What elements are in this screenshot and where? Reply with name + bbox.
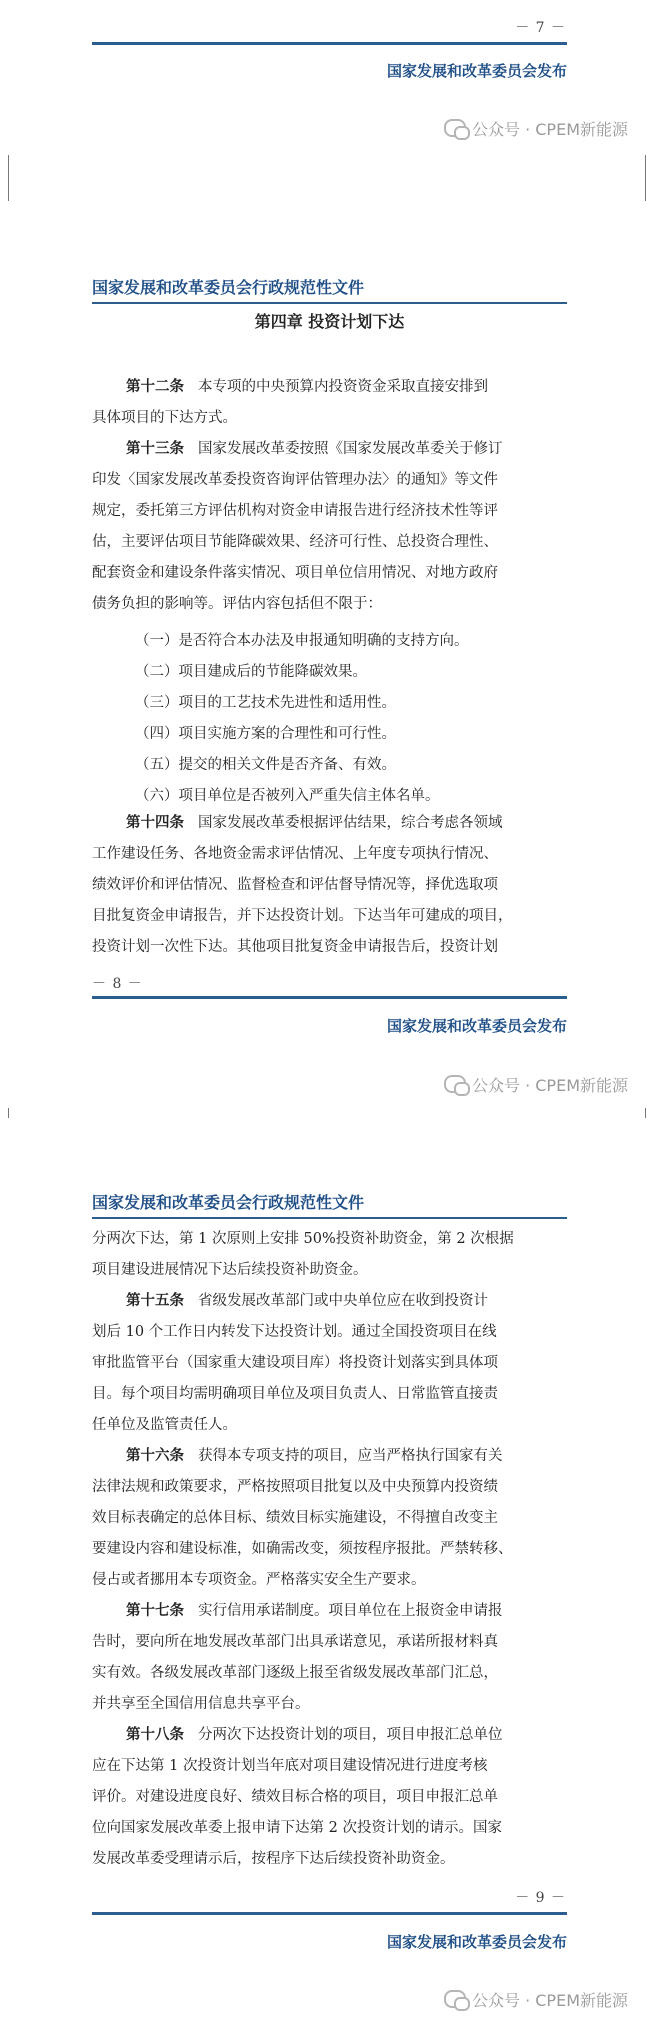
- issuer-footer: 国家发展和改革委员会发布: [386, 1933, 567, 1951]
- wechat-icon: [444, 119, 466, 137]
- list-item: （三）项目的工艺技术先进性和适用性。: [135, 695, 396, 711]
- page-number: － 8 －: [92, 976, 143, 992]
- footer-rule: [92, 42, 567, 45]
- article-16: 第十六条 获得本专项支持的项目，应当严格执行国家有关 法律法规和政策要求，严格按照项目批复以及中央预算内投资绩 效目标表确定的总体目标、绩效目标实施建设，不得擅自改变主 要建设内容和建设标准，如确需改变，须按程序报批。严禁转移、 侵占或者挪用本专项资金。严格落实安全生产要求。: [92, 1448, 513, 1588]
- article-12: 第十二条 本专项的中央预算内投资资金采取直接安排到 具体项目的下达方式。: [92, 379, 488, 426]
- article-label: 第十七条: [126, 1603, 184, 1619]
- document-header: 国家发展和改革委员会行政规范性文件: [92, 278, 365, 297]
- watermark: 公众号 · CPEM新能源: [444, 1988, 628, 2011]
- page-number: － 9 －: [515, 1890, 566, 1906]
- article-15: 第十五条 省级发展改革部门或中央单位应在收到投资计 划后 10 个工作日内转发下达投资计划。通过全国投资项目在线 审批监管平台（国家重大建设项目库）将投资计划落实到具体项 目。每个项目均需明确项目单位及项目负责人、日常监管直接责 任单位及监管责任人。: [92, 1293, 498, 1433]
- footer-rule: [92, 1912, 567, 1915]
- wechat-icon: [444, 1075, 466, 1093]
- article-label: 第十三条: [126, 441, 184, 457]
- chapter-title: 第四章 投资计划下达: [254, 312, 405, 331]
- header-rule: [92, 302, 567, 304]
- page-edge: [645, 155, 646, 201]
- header-rule: [92, 1217, 567, 1219]
- article-18: 第十八条 分两次下达投资计划的项目，项目申报汇总单位 应在下达第 1 次投资计划当年底对项目建设情况进行进度考核 评价。对建设进度良好、绩效目标合格的项目，项目申报汇总单 位向国家发展改革委上报申请下达第 2 次投资计划的请示。国家 发展改革委受理请示后，按程序下达后续投资补助资金。: [92, 1727, 503, 1867]
- list-item: （二）项目建成后的节能降碳效果。: [135, 664, 367, 680]
- article-label: 第十四条: [126, 815, 184, 831]
- list-item: （五）提交的相关文件是否齐备、有效。: [135, 757, 396, 773]
- article-label: 第十五条: [126, 1293, 184, 1309]
- article-label: 第十二条: [126, 379, 184, 395]
- article-14: 第十四条 国家发展改革委根据评估结果，综合考虑各领域 工作建设任务、各地资金需求评估情况、上年度专项执行情况、 绩效评价和评估情况、监督检查和评估督导情况等，择优选取项 目批复资金申请报告，并下达投资计划。下达当年可建成的项目， 投资计划一次性下达。其他项目批复资金申请报告后，投资计划: [92, 815, 513, 955]
- list-item: （四）项目实施方案的合理性和可行性。: [135, 726, 396, 742]
- watermark: 公众号 · CPEM新能源: [444, 1073, 628, 1096]
- page-edge: [645, 1108, 646, 1118]
- page-edge: [8, 1108, 9, 1118]
- document-header: 国家发展和改革委员会行政规范性文件: [92, 1193, 365, 1212]
- list-item: （一）是否符合本办法及申报通知明确的支持方向。: [135, 633, 469, 649]
- page-number: － 7 －: [515, 20, 566, 36]
- page-edge: [8, 155, 9, 201]
- footer-rule: [92, 996, 567, 999]
- list-item: （六）项目单位是否被列入严重失信主体名单。: [135, 788, 440, 804]
- issuer-footer: 国家发展和改革委员会发布: [386, 1017, 567, 1035]
- article-label: 第十六条: [126, 1448, 184, 1464]
- wechat-icon: [444, 1990, 466, 2008]
- article-14-continued: 分两次下达，第 1 次原则上安排 50%投资补助资金，第 2 次根据 项目建设进展情况下达后续投资补助资金。: [92, 1231, 514, 1278]
- issuer-footer: 国家发展和改革委员会发布: [386, 62, 567, 80]
- article-label: 第十八条: [126, 1727, 184, 1743]
- watermark: 公众号 · CPEM新能源: [444, 117, 628, 140]
- article-13: 第十三条 国家发展改革委按照《国家发展改革委关于修订 印发〈国家发展改革委投资咨询评估管理办法〉的通知》等文件 规定，委托第三方评估机构对资金申请报告进行经济技术性等评 估，主要评估项目节能降碳效果、经济可行性、总投资合理性、 配套资金和建设条件落实情况、项目单位信用情况、对地方政府 债务负担的影响等。评估内容包括但不限于：: [92, 441, 503, 612]
- article-17: 第十七条 实行信用承诺制度。项目单位在上报资金申请报 告时，要向所在地发展改革部门出具承诺意见，承诺所报材料真 实有效。各级发展改革部门逐级上报至省级发展改革部门汇总， 并共享至全国信用信息共享平台。: [92, 1603, 503, 1712]
